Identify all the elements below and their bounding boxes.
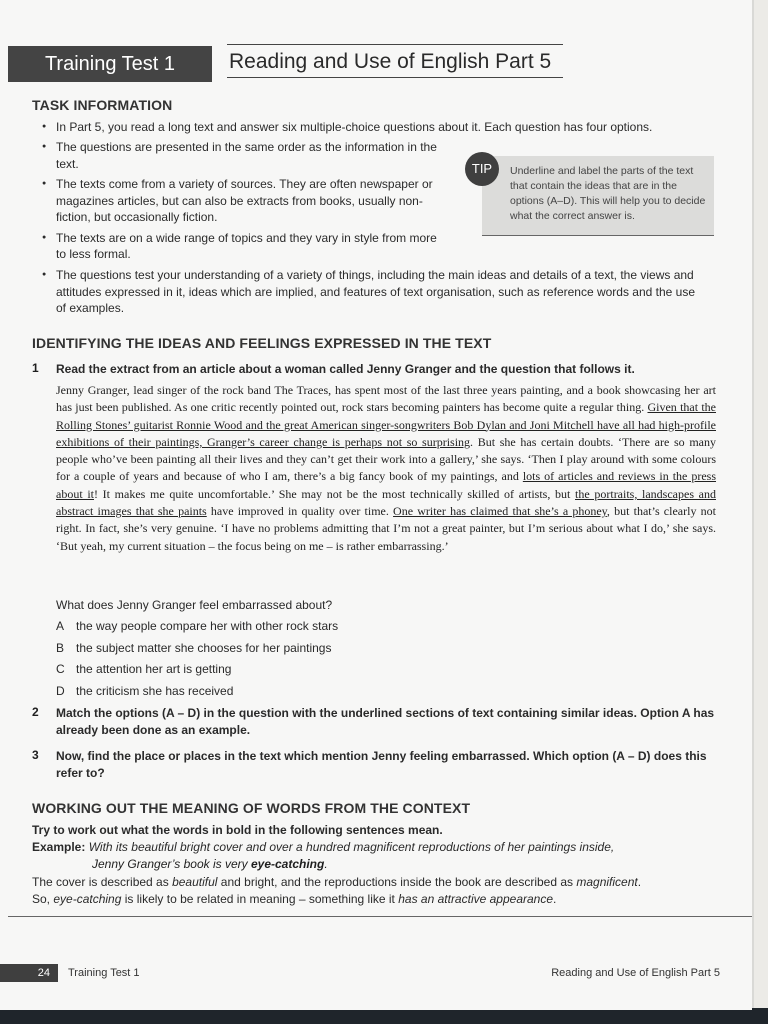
part-title: Reading and Use of English Part 5: [227, 44, 563, 78]
explanation-part: is likely to be related in meaning – something like it: [124, 892, 395, 906]
answer-option: [56, 659, 338, 681]
section-divider: [8, 916, 752, 917]
passage-segment: . But she has certain doubts. ‘There are so many people who’ve been painting all their lives and they can’t get their work into a gallery,’ she says. ‘Then I play around with some colours for a couple of years and because of who I am, there’s a big fancy book of my paintings, and: [56, 434, 716, 484]
question-number-2: 2: [32, 705, 39, 719]
answer-option: [56, 681, 338, 703]
answer-options: [56, 616, 338, 702]
tip-box: [482, 156, 714, 236]
question-number-1: 1: [32, 361, 39, 375]
meaning-heading: WORKING OUT THE MEANING OF WORDS FROM THE CONTEXT: [32, 800, 471, 816]
option-text: the criticism she has received: [76, 683, 234, 698]
option-text: the subject matter she chooses for her paintings: [76, 640, 332, 655]
example-bold-word: eye-catching: [250, 857, 325, 871]
explanation-part: .: [637, 875, 642, 889]
option-text: the way people compare her with other rock stars: [76, 619, 339, 633]
example-line: [32, 839, 732, 856]
question-number-3: 3: [32, 748, 39, 762]
underlined-segment: the portraits, landscapes and abstract images that she paints: [56, 486, 716, 519]
tip-badge: TIP: [465, 152, 499, 186]
meaning-intro: Try to work out what the words in bold in the following sentences mean.: [32, 823, 443, 837]
example-label: Example:: [32, 840, 86, 854]
question-2-instruction: Match the options (A – D) in the question with the underlined sections of text containing similar ideas. Option A has already been done as an example.: [56, 706, 715, 737]
background-strip: [0, 1008, 768, 1024]
list-item: ● The questions are presented in the same order as the information in the text.: [40, 139, 450, 172]
answer-option: [56, 616, 338, 638]
passage-segment: ! It makes me quite uncomfortable.’ She may not be the most technically skilled of artists, but: [94, 486, 576, 501]
option-letter: D: [56, 683, 65, 698]
test-label-box: [8, 46, 212, 82]
task-information-heading: TASK INFORMATION: [32, 97, 173, 113]
list-item: ● In Part 5, you read a long text and answer six multiple-choice questions about it. Each question has four options.: [40, 119, 710, 136]
question-3-instruction: Now, find the place or places in the text which mention Jenny feeling embarrassed. Which option (A – D) does this refer to?: [56, 749, 707, 780]
question-1-instruction: Read the extract from an article about a woman called Jenny Granger and the question that follows it.: [56, 362, 635, 376]
task-bullets-2: [40, 139, 450, 267]
explanation-part: The cover is described as: [32, 875, 169, 889]
page-edge: [754, 0, 768, 1024]
explanation-italic: beautiful: [172, 875, 218, 889]
example-text-2: Jenny Granger’s book is very: [92, 857, 248, 871]
explanation-part: .: [553, 892, 557, 906]
test-label: Training Test 1: [44, 53, 176, 75]
passage-segment: , but that’s clearly not right. In fact, she’s very genuine. ‘I have no problems admitting that I’m not a great painter, but I’m serious about what I do,’ she says. ‘But yeah, my current situation – the focus being on me – is rather embarrassing.’: [56, 504, 716, 553]
list-item: ● The texts come from a variety of sources. They are often newspaper or magazines articles, but can also be extracts from books, usually non-fiction, but occasionally fiction.: [40, 176, 450, 226]
explanation-part: So,: [32, 892, 51, 906]
underlined-segment: lots of articles and reviews in the press about it: [56, 469, 717, 501]
footer-left: Training Test 1: [68, 967, 140, 979]
list-item: ● The questions test your understanding of a variety of things, including the main ideas and details of a text, the views and attitudes expressed in it, ideas which are implied, and features of text organisation, such as reference words and the use of examples.: [40, 267, 700, 317]
task-bullets-1: [40, 119, 710, 140]
explanation-italic: has an attractive appearance: [398, 892, 554, 906]
example-end: .: [324, 857, 328, 871]
list-item: ● The texts are on a wide range of topics and they vary in style from more to less formal.: [40, 230, 450, 263]
explanation-part: and bright, and the reproductions inside the book are described as: [220, 875, 574, 889]
article-extract: [56, 382, 716, 555]
identifying-heading: IDENTIFYING THE IDEAS AND FEELINGS EXPRESSED IN THE TEXT: [32, 335, 492, 351]
explanation-italic: magnificent: [576, 875, 638, 889]
page-number: 24: [0, 964, 58, 982]
explanation: [32, 874, 732, 908]
underlined-segment: Given that the Rolling Stones’ guitarist Ronnie Wood and the great American singer-songwriters Bob Dylan and Joni Mitchell have all had high-profile exhibitions of their paintings, Granger’s career change is perhaps not so surprising: [56, 400, 716, 449]
example-text-1: With its beautiful bright cover and over a hundred magnificent reproductions of her paintings inside,: [88, 840, 615, 854]
task-bullets-3: [40, 267, 700, 321]
passage-segment: Jenny Granger, lead singer of the rock band The Traces, has spent most of the last three years painting, and a book showcasing her art has just been published. As one critic recently pointed out, rock stars becoming painters has become quite a regular thing.: [56, 383, 716, 415]
option-letter: A: [56, 619, 65, 633]
option-letter: B: [56, 640, 65, 655]
example-line-2: [92, 856, 328, 873]
explanation-italic: eye-catching: [53, 892, 122, 906]
passage-segment: have improved in quality over time.: [206, 504, 394, 519]
underlined-segment: One writer has claimed that she’s a phoney: [393, 504, 607, 519]
answer-option: [56, 638, 338, 660]
option-text: the attention her art is getting: [76, 662, 232, 676]
option-letter: C: [56, 662, 65, 676]
question-text: What does Jenny Granger feel embarrassed about?: [56, 598, 333, 612]
footer-right: Reading and Use of English Part 5: [551, 967, 720, 979]
tip-text: Underline and label the parts of the text that contain the ideas that are in the options (A–D). This will help you to decide what the correct answer is.: [510, 165, 706, 222]
